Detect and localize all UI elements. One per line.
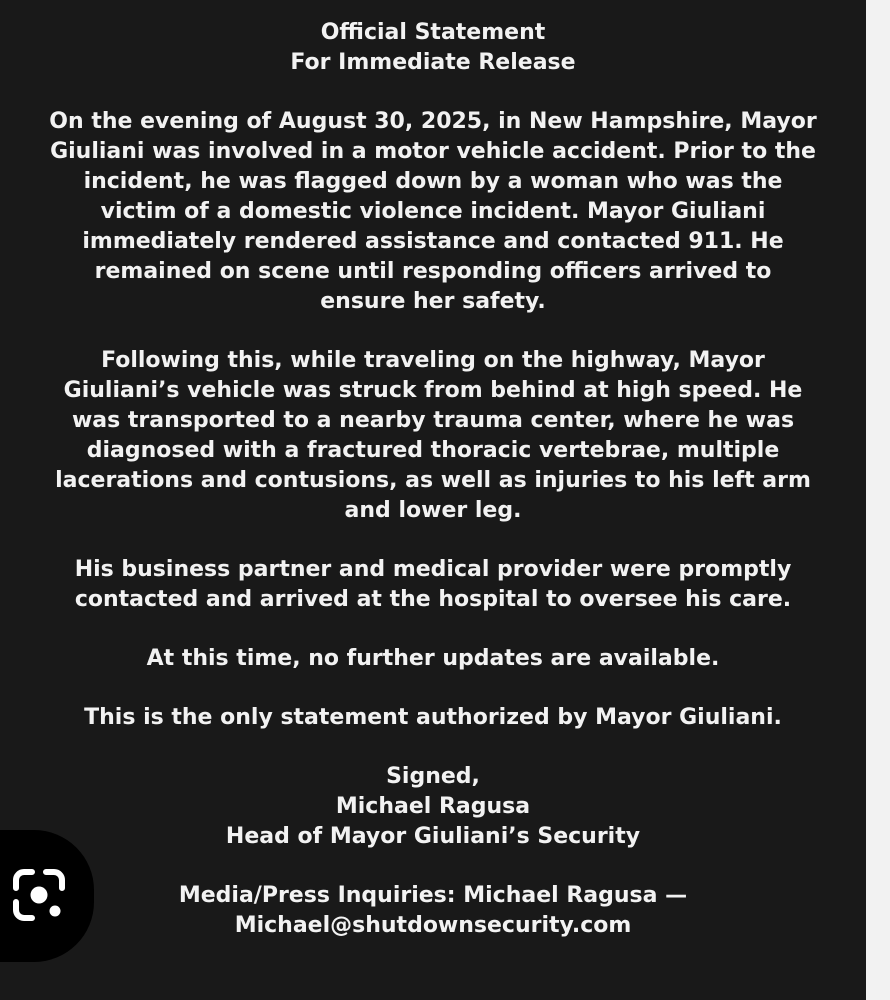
paragraph-line: At this time, no further updates are available. — [146, 646, 720, 671]
paragraph-line: His business partner and medical provider were promptly — [74, 557, 792, 582]
signer-role: Head of Mayor Giuliani’s Security — [225, 824, 641, 849]
paragraph-line: was transported to a nearby trauma center, where he was — [71, 408, 795, 433]
paragraph-line: immediately rendered assistance and contacted 911. He — [82, 229, 784, 254]
paragraph-line: This is the only statement authorized by Mayor Giuliani. — [84, 705, 782, 730]
paragraph-line: ensure her safety. — [320, 289, 546, 314]
contact-email: Michael@shutdownsecurity.com — [234, 913, 632, 938]
paragraph-line: Giuliani’s vehicle was struck from behind at high speed. He — [63, 378, 803, 403]
paragraph-line: remained on scene until responding officers arrived to — [94, 259, 772, 284]
paragraph-line: diagnosed with a fractured thoracic vertebrae, multiple — [86, 438, 780, 463]
google-lens-icon[interactable] — [10, 866, 68, 924]
signer-name: Michael Ragusa — [335, 794, 531, 819]
statement-subtitle: For Immediate Release — [290, 50, 576, 75]
statement-title: Official Statement — [320, 20, 546, 45]
signed-label: Signed, — [386, 764, 480, 789]
statement-header — [0, 18, 866, 78]
paragraph-care — [0, 555, 866, 615]
paragraph-line: victim of a domestic violence incident. Mayor Giuliani — [100, 199, 766, 224]
paragraph-line: incident, he was flagged down by a woman who was the — [83, 169, 783, 194]
paragraph-line: Following this, while traveling on the highway, Mayor — [101, 348, 765, 373]
paragraph-line: Giuliani was involved in a motor vehicle accident. Prior to the — [50, 139, 816, 164]
paragraph-authorization — [0, 703, 866, 733]
paragraph-line: lacerations and contusions, as well as injuries to his left arm — [55, 468, 811, 493]
signature-block — [0, 762, 866, 852]
paragraph-line: and lower leg. — [344, 498, 522, 523]
paragraph-line: contacted and arrived at the hospital to oversee his care. — [74, 587, 792, 612]
paragraph-updates — [0, 644, 866, 674]
paragraph-accident — [0, 107, 866, 317]
paragraph-line: On the evening of August 30, 2025, in New Hampshire, Mayor — [49, 109, 817, 134]
press-inquiries: Media/Press Inquiries: Michael Ragusa — — [178, 883, 688, 908]
contact-block — [0, 881, 866, 941]
paragraph-injuries — [0, 346, 866, 526]
